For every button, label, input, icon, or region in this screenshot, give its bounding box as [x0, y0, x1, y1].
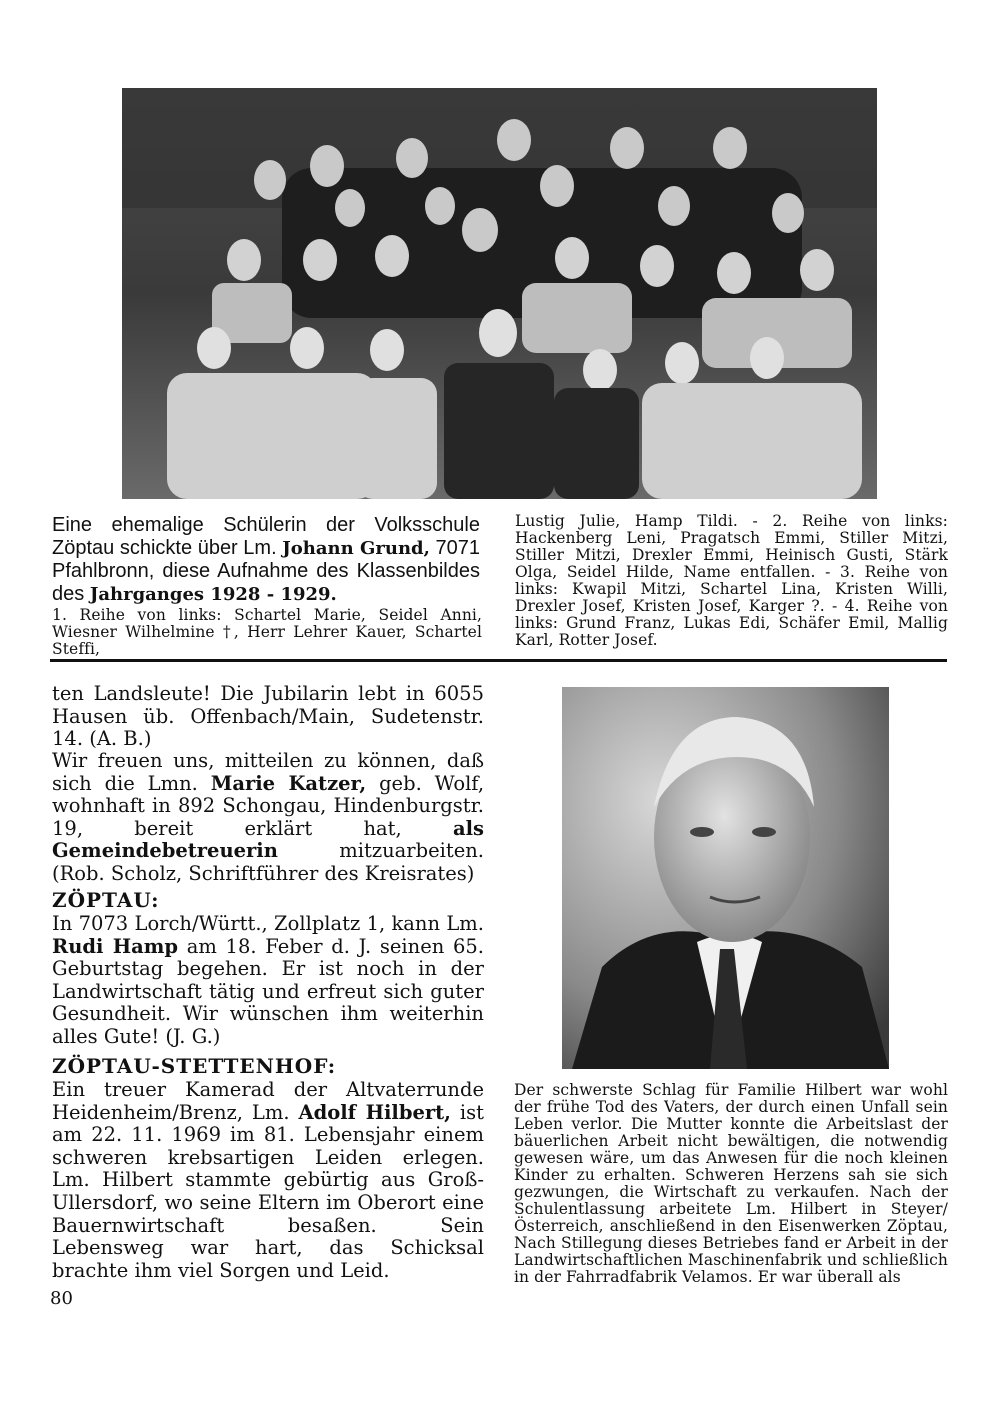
caption-lead-text-2: 7071 Pfahlbronn, diese Aufnahme des Klassenbildes des — [52, 537, 480, 605]
p4-text-a: Ein treuer Kamerad der Altvaterrunde Heidenheim/Brenz, Lm. — [52, 1078, 484, 1124]
p2-text-c: mitzuarbeiten. (Rob. Scholz, Schriftführer des Kreisrates) — [52, 839, 484, 885]
caption-lead-text: Eine ehemalige Schülerin der Volksschule Zöptau schickte über Lm. — [52, 514, 480, 559]
portrait-caption: Der schwerste Schlag für Familie Hilbert war wohl der frühe Tod des Vaters, der durch einen Unfall sein Leben verlor. Die Mutter konnte die Arbeitslast der bäuerlichen Arbeit nicht bewältigen, die notwendig gewesen wäre, um das Anwesen für die noch kleinen Kinder zu erhalten. Schweren Herzens sah sie sich gezwungen, die Wirtschaft zu verkaufen. Nach der Schulentlassung arbeitete Lm. Hilbert in Steyer/Österreich, anschließend in den Eisenwerken Zöptau, Nach Stillegung dieses Betriebes fand er Arbeit in der Landwirtschaftlichen Maschinenfabrik und schließlich in der Fahrradfabrik Velamos. Er war überall als — [514, 1081, 948, 1286]
portrait-photo — [562, 687, 889, 1069]
caption-year: Jahrganges 1928 - 1929. — [89, 584, 337, 605]
p2-name: Marie Katzer, — [210, 771, 367, 795]
article-paragraph-3 — [52, 913, 484, 1049]
caption-rows-left: 1. Reihe von links: Schartel Marie, Seidel Anni, Wiesner Wilhelmine †, Herr Lehrer Kauer, Schartel Steffi, — [52, 606, 482, 658]
p2-text-a: Wir freuen uns, mitteilen zu können, daß sich die Lmn. — [52, 749, 484, 795]
article-paragraph-1: ten Landsleute! Die Jubilarin lebt in 6055 Hausen üb. Offenbach/Main, Sudetenstr. 14. (A. B.) — [52, 682, 484, 751]
p2-bold: als Gemeindebetreuerin — [52, 816, 485, 863]
p3-name: Rudi Hamp — [52, 934, 179, 958]
article-paragraph-4 — [52, 1079, 484, 1282]
caption-rows-right: Lustig Julie, Hamp Tildi. - 2. Reihe von links: Hackenberg Leni, Pragatsch Emmi, Stiller Mitzi, Stiller Mitzi, Drexler Emmi, Heinisch Gusti, Stärk Olga, Seidel Hilde, Name entfallen. - 3. Reihe von links: Kwapil Mitzi, Schartel Lina, Kristen Willi, Drexler Josef, Kristen Josef, Karger ?. - 4. Reihe von links: Grund Franz, Lukas Edi, Schäfer Emil, Mallig Karl, Rotter Josef. — [515, 512, 948, 649]
section-divider — [50, 659, 947, 662]
p2-text-b: geb. Wolf, wohnhaft in 892 Schongau, Hindenburgstr. 19, bereit erklärt hat, — [52, 771, 485, 840]
class-photo-caption-lead — [52, 514, 480, 606]
p4-text-b: ist am 22. 11. 1969 im 81. Lebensjahr einem schweren krebsartigen Leiden erlegen. Lm. Hilbert stammte gebürtig aus Groß-Ullersdorf, wo seine Eltern im Oberort eine Bauernwirtschaft besaßen. Sein Lebensweg war hart, das Schicksal brachte ihm viel Sorgen und Leid. — [52, 1100, 484, 1282]
p4-name: Adolf Hilbert, — [298, 1100, 451, 1124]
page-number: 80 — [50, 1288, 73, 1309]
caption-name: Johann Grund, — [282, 538, 430, 559]
heading-zoeptau: ZÖPTAU: — [52, 888, 160, 912]
heading-zoeptau-stettenhof: ZÖPTAU-STETTENHOF: — [52, 1054, 337, 1078]
p3-text-a: In 7073 Lorch/Württ., Zollplatz 1, kann Lm. — [52, 912, 484, 935]
p3-text-b: am 18. Feber d. J. seinen 65. Geburtstag begehen. Er ist noch in der Landwirtschaft tätig und erfreut sich guter Gesundheit. Wir wünschen ihm weiterhin alles Gute! (J. G.) — [52, 934, 485, 1048]
class-photo — [122, 88, 877, 499]
article-paragraph-2 — [52, 750, 484, 886]
